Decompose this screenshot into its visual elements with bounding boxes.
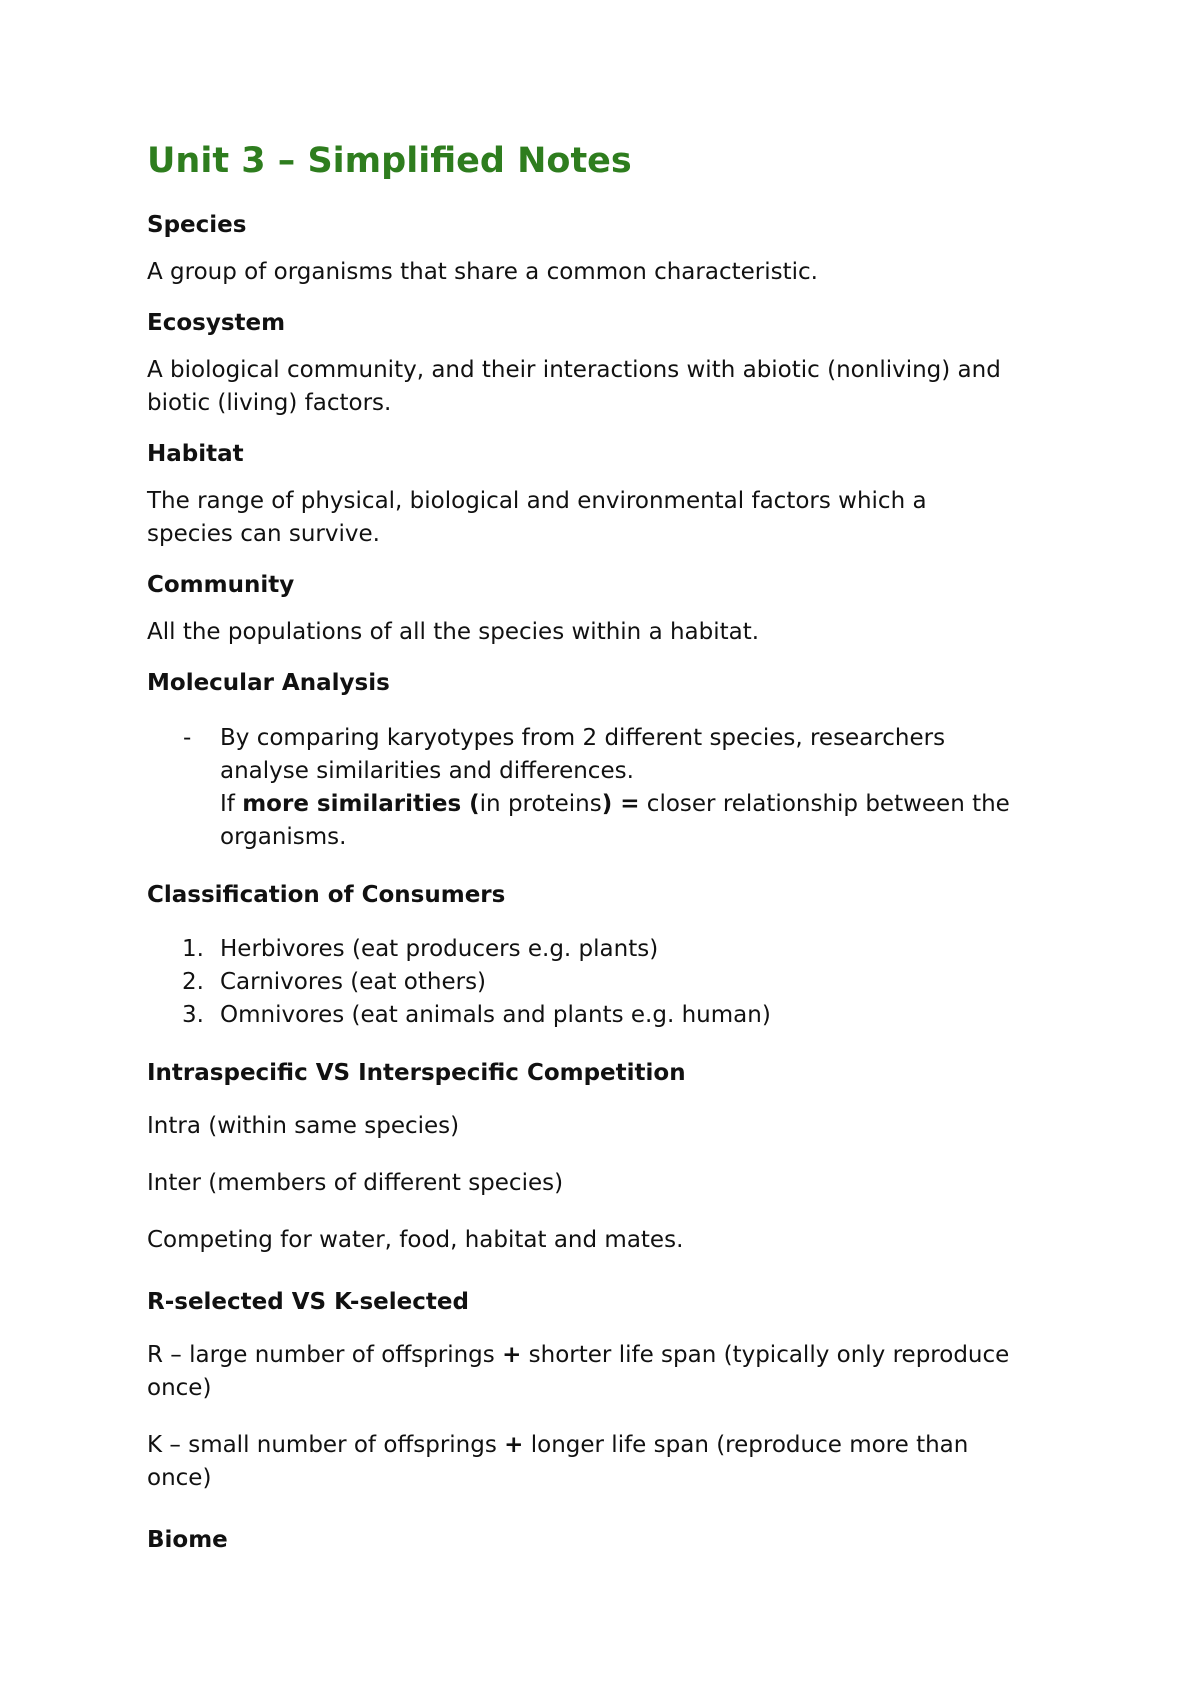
heading-species: Species: [147, 212, 247, 238]
consumer-carnivores: Carnivores (eat others): [220, 969, 487, 995]
molecular-line-3-proteins: in proteins: [479, 791, 602, 817]
heading-habitat: Habitat: [147, 441, 244, 467]
molecular-line-3: [220, 791, 1010, 817]
habitat-definition-line-2: species can survive.: [147, 521, 380, 547]
molecular-line-3-equals: ) =: [601, 791, 640, 817]
k-selected-text-b: longer life span (reproduce more than: [523, 1432, 969, 1458]
r-selected-text-b: shorter life span (typically only reproduce: [521, 1342, 1010, 1368]
heading-r-vs-k-selected: R-selected VS K-selected: [147, 1289, 469, 1315]
plus-sign: +: [502, 1342, 522, 1368]
habitat-definition-line-1: The range of physical, biological and environmental factors which a: [147, 488, 927, 514]
molecular-analysis-list: [147, 722, 1077, 854]
molecular-line-1: By comparing karyotypes from 2 different species, researchers: [220, 725, 946, 751]
list-number: 1.: [182, 936, 204, 962]
molecular-line-3-if: If: [220, 791, 243, 817]
r-selected-line-2: once): [147, 1375, 212, 1401]
heading-community: Community: [147, 572, 295, 598]
heading-molecular-analysis: Molecular Analysis: [147, 670, 390, 696]
k-selected-text-a: K – small number of offsprings: [147, 1432, 505, 1458]
document-title: Unit 3 – Simplified Notes: [147, 141, 632, 181]
molecular-line-4: organisms.: [220, 824, 347, 850]
community-definition: All the populations of all the species within a habitat.: [147, 619, 760, 645]
list-item: [147, 966, 1077, 999]
list-item: [147, 999, 1077, 1032]
competition-resources: Competing for water, food, habitat and mates.: [147, 1227, 684, 1253]
r-selected-line-1: [147, 1339, 1077, 1372]
k-selected-line-2: once): [147, 1465, 212, 1491]
heading-ecosystem: Ecosystem: [147, 310, 286, 336]
bullet-dash: -: [183, 725, 192, 751]
consumers-list: [147, 933, 1077, 1032]
species-definition: A group of organisms that share a common characteristic.: [147, 259, 818, 285]
competition-intra: Intra (within same species): [147, 1113, 460, 1139]
list-item: [147, 933, 1077, 966]
heading-classification-of-consumers: Classification of Consumers: [147, 882, 506, 908]
list-number: 3.: [182, 1002, 204, 1028]
molecular-line-2: analyse similarities and differences.: [220, 758, 634, 784]
heading-competition: Intraspecific VS Interspecific Competition: [147, 1060, 686, 1086]
molecular-line-3-rest: closer relationship between the: [639, 791, 1010, 817]
consumer-omnivores: Omnivores (eat animals and plants e.g. human): [220, 1002, 771, 1028]
molecular-line-3-bold: more similarities (: [242, 791, 480, 817]
heading-biome: Biome: [147, 1527, 228, 1553]
list-number: 2.: [182, 969, 204, 995]
competition-inter: Inter (members of different species): [147, 1170, 564, 1196]
k-selected-line-1: [147, 1429, 1077, 1462]
r-selected-text-a: R – large number of offsprings: [147, 1342, 503, 1368]
plus-sign: +: [504, 1432, 524, 1458]
ecosystem-definition-line-1: A biological community, and their interactions with abiotic (nonliving) and: [147, 357, 1001, 383]
consumer-herbivores: Herbivores (eat producers e.g. plants): [220, 936, 659, 962]
list-item: [147, 722, 1077, 854]
ecosystem-definition-line-2: biotic (living) factors.: [147, 390, 392, 416]
